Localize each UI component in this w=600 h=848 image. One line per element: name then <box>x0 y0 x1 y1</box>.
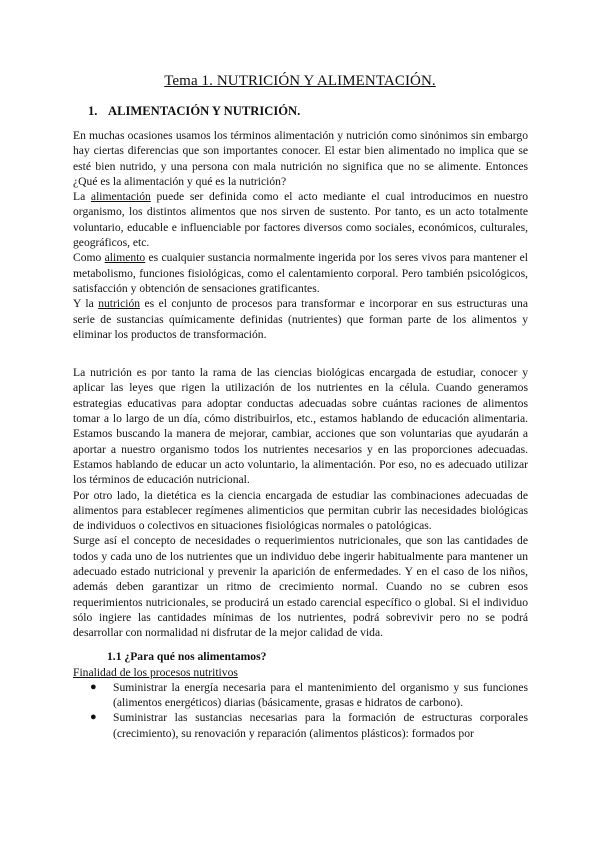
text-run: Como <box>73 251 105 265</box>
list-item-text: Suministrar la energía necesaria para el mantenimiento del organismo y sus funciones (alimentos energéticos) diarias (básicamente, grasas e hidratos de carbono). <box>113 680 528 710</box>
list-item <box>73 710 528 741</box>
section-title: ALIMENTACIÓN Y NUTRICIÓN. <box>108 104 301 118</box>
subheading-finalidad: Finalidad de los procesos nutritivos <box>73 665 238 679</box>
term-alimentacion: alimentación <box>90 190 151 204</box>
section-number: 1. <box>88 104 98 118</box>
bullet-icon: ● <box>90 680 97 693</box>
paragraph-alimento <box>73 250 528 296</box>
bullet-list <box>73 680 528 741</box>
bullet-icon: ● <box>90 711 97 724</box>
section-heading-1 <box>88 104 300 119</box>
document-title: Tema 1. NUTRICIÓN Y ALIMENTACIÓN. <box>164 73 436 89</box>
paragraph-spacer <box>73 342 528 365</box>
paragraph-alimentacion <box>73 189 528 250</box>
paragraph-nutricion <box>73 296 528 342</box>
paragraph-requerimientos: Surge así el concepto de necesidades o requerimientos nutricionales, que son las cantidades de todos y cada uno de los nutrientes que un individuo debe ingerir habitualmente para mantener un adecuado estado nutricional y prevenir la aparición de enfermedades. Y en el caso de los niños, además deben garantizar un ritmo de crecimiento normal. Cuando no se cubren esos requerimientos nutricionales, se producirá un estado carencial específico o global. Si el individuo sólo ingiere las cantidades mínimas de los nutrientes, podrá sobrevivir pero no se podrá desarrollar con normalidad ni disfrutar de la mejor calidad de vida. <box>73 534 528 640</box>
term-nutricion: nutrición <box>98 297 141 311</box>
section-heading-1-1: 1.1 ¿Para qué nos alimentamos? <box>107 649 267 663</box>
list-item <box>73 680 528 711</box>
text-run: puede ser definida como el acto mediante el cual introducimos en nuestro organismo, los distintos alimentos que nos sirven de sustento. Por tanto, es un acto totalmente voluntario, educable e influenciable por factores diversos como sociales, económicos, culturales, geográficos, etc. <box>73 190 529 250</box>
paragraph-dietetica: Por otro lado, la dietética es la ciencia encargada de estudiar las combinaciones adecuadas de alimentos para establecer regímenes alimenticios que permitan cubrir las necesidades biológicas de individuos o colectivos en situaciones fisiológicas normales o patológicas. <box>73 488 528 533</box>
paragraph-intro: En muchas ocasiones usamos los términos alimentación y nutrición como sinónimos sin embargo hay ciertas diferencias que son importantes conocer. El estar bien alimentado no implica que se esté bien nutrido, y una persona con mala nutrición no significa que no se alimente. Entonces ¿Qué es la alimentación y qué es la nutrición? <box>73 129 528 188</box>
list-item-text: Suministrar las sustancias necesarias para la formación de estructuras corporales (crecimiento), su renovación y reparación (alimentos plásticos): formados por <box>113 711 528 740</box>
document-body <box>73 128 528 741</box>
text-run: La <box>73 190 91 204</box>
text-run: Y la <box>73 297 99 311</box>
term-alimento: alimento <box>104 251 146 265</box>
text-run: es el conjunto de procesos para transformar e incorporar en sus estructuras una serie de sustancias químicamente definidas (nutrientes) que forman parte de los alimentos y eliminar los productos de transformación. <box>73 297 529 341</box>
paragraph-ciencia-nutricion: La nutrición es por tanto la rama de las ciencias biológicas encargada de estudiar, conocer y aplicar las leyes que rigen la utilización de los nutrientes en la célula. Cuando generamos estrategias educativas para adoptar conductas adecuadas sobre cuántas raciones de alimentos tomar a lo largo de un día, cómo distribuirlos, etc., estamos hablando de educación alimentaria. Estamos buscando la manera de mejorar, cambiar, acciones que son voluntarias que ayudarán a aportar a nuestro organismo todos los nutrientes necesarios y en las proporciones adecuadas. Estamos hablando de educar un acto voluntario, la alimentación. Por eso, no es adecuado utilizar los términos de educación nutricional. <box>73 366 528 487</box>
text-run: es cualquier sustancia normalmente ingerida por los seres vivos para mantener el metabolismo, funciones fisiológicas, como el calentamiento corporal. Pero también psicológicos, satisfacción y obtención de sensaciones gratificantes. <box>73 251 529 295</box>
